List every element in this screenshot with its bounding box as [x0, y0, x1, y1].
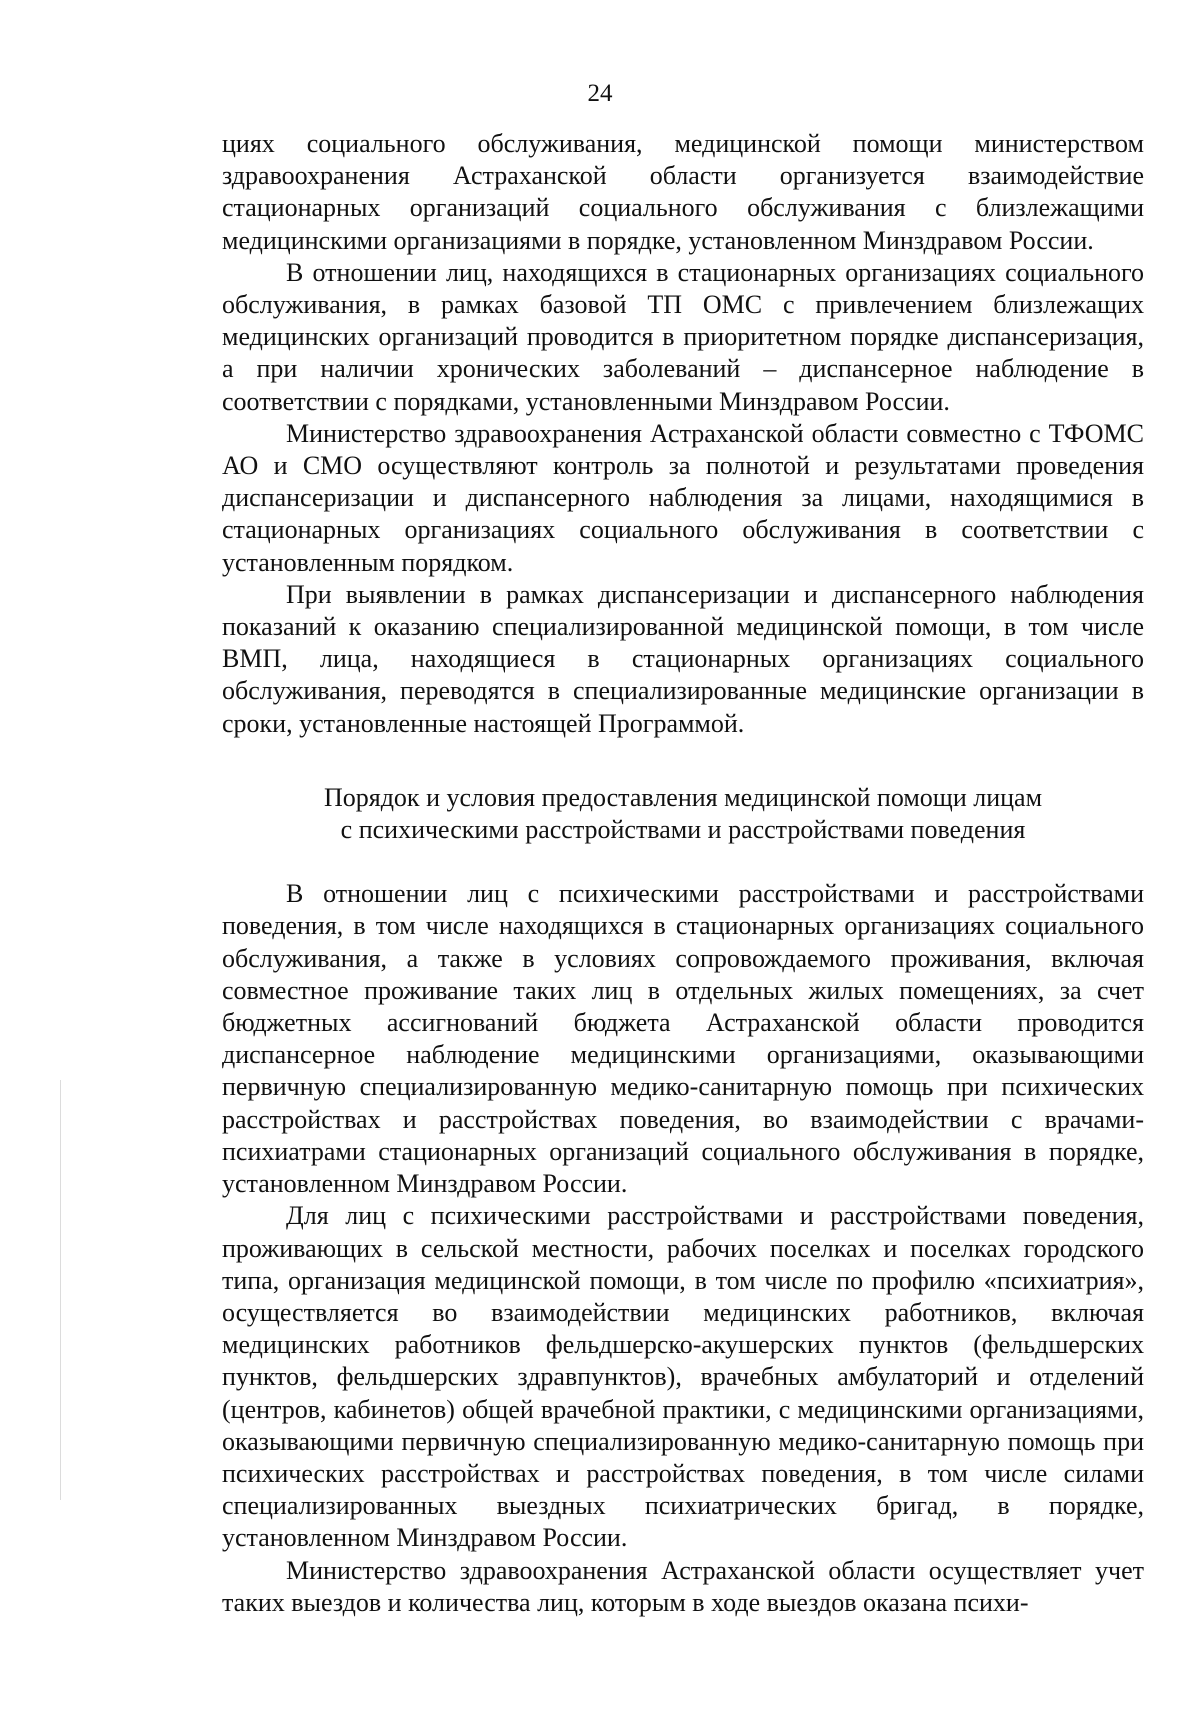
paragraph-continuation: циях социального обслуживания, медицинской помощи министерством здравоохранения Астраханской области организуется взаимодействие стационарных организаций социального обслуживания с близлежащими медицинскими организациями в порядке, установленном Минздравом России.: [222, 129, 1144, 255]
paragraph-mental-disorders: В отношении лиц с психическими расстройствами и расстройствами поведения, в том числе находящихся в стационарных организациях социального обслуживания, а также в условиях сопровождаемого проживания, включая совместное проживание таких лиц в отдельных жилых помещениях, за счет бюджетных ассигнований бюджета Астраханской области проводится диспансерное наблюдение медицинскими организациями, оказывающими первичную специализированную медико-санитарную помощь при психических расстройствах и расстройствах поведения, во взаимодействии с врачами-психиатрами стационарных организаций социального обслуживания в порядке, установленном Минздравом России.: [222, 879, 1144, 1199]
paragraph-control: Министерство здравоохранения Астраханской области совместно с ТФОМС АО и СМО осуществляют контроль за полнотой и результатами проведения диспансеризации и диспансерного наблюдения за лицами, находящимися в стационарных организациях социального обслуживания в соответствии с установленным порядком.: [222, 418, 1144, 577]
paragraph-examination: В отношении лиц, находящихся в стационарных организациях социального обслуживания, в рамках базовой ТП ОМС с привлечением близлежащих медицинских организаций проводится в приоритетном порядке диспансеризация, а при наличии хронических заболеваний – диспансерное наблюдение в соответствии с порядками, установленными Минздравом России.: [222, 257, 1144, 416]
paragraph-ministry-accounting: Министерство здравоохранения Астраханской области осуществляет учет таких выездов и количества лиц, которым в ходе выездов оказана психи-: [222, 1555, 1144, 1617]
paragraph-rural-residents: Для лиц с психическими расстройствами и расстройствами поведения, проживающих в сельской местности, рабочих поселках и поселках городского типа, организация медицинской помощи, в том числе по профилю «психиатрия», осуществляется во взаимодействии медицинских работников, включая медицинских работников фельдшерско-акушерских пунктов (фельдшерских пунктов, фельдшерских здравпунктов), врачебных амбулаторий и отделений (центров, кабинетов) общей врачебной практики, с медицинскими организациями, оказывающими первичную специализированную медико-санитарную помощь при психических расстройствах и расстройствах поведения, в том числе силами специализированных выездных психиатрических бригад, в порядке, установленном Минздравом России.: [222, 1201, 1144, 1553]
scan-margin-line: [60, 1080, 61, 1500]
page-number: 24: [587, 80, 613, 107]
paragraph-transfer: При выявлении в рамках диспансеризации и диспансерного наблюдения показаний к оказанию специализированной медицинской помощи, в том числе ВМП, лица, находящиеся в стационарных организациях социального обслуживания, переводятся в специализированные медицинские организации в сроки, установленные настоящей Программой.: [222, 579, 1144, 738]
section-heading-line-2: с психическими расстройствами и расстройствами поведения: [340, 815, 1026, 845]
document-body: [222, 128, 1144, 1619]
section-heading-line-1: Порядок и условия предоставления медицинской помощи лицам: [323, 782, 1043, 812]
section-heading: [222, 782, 1144, 846]
